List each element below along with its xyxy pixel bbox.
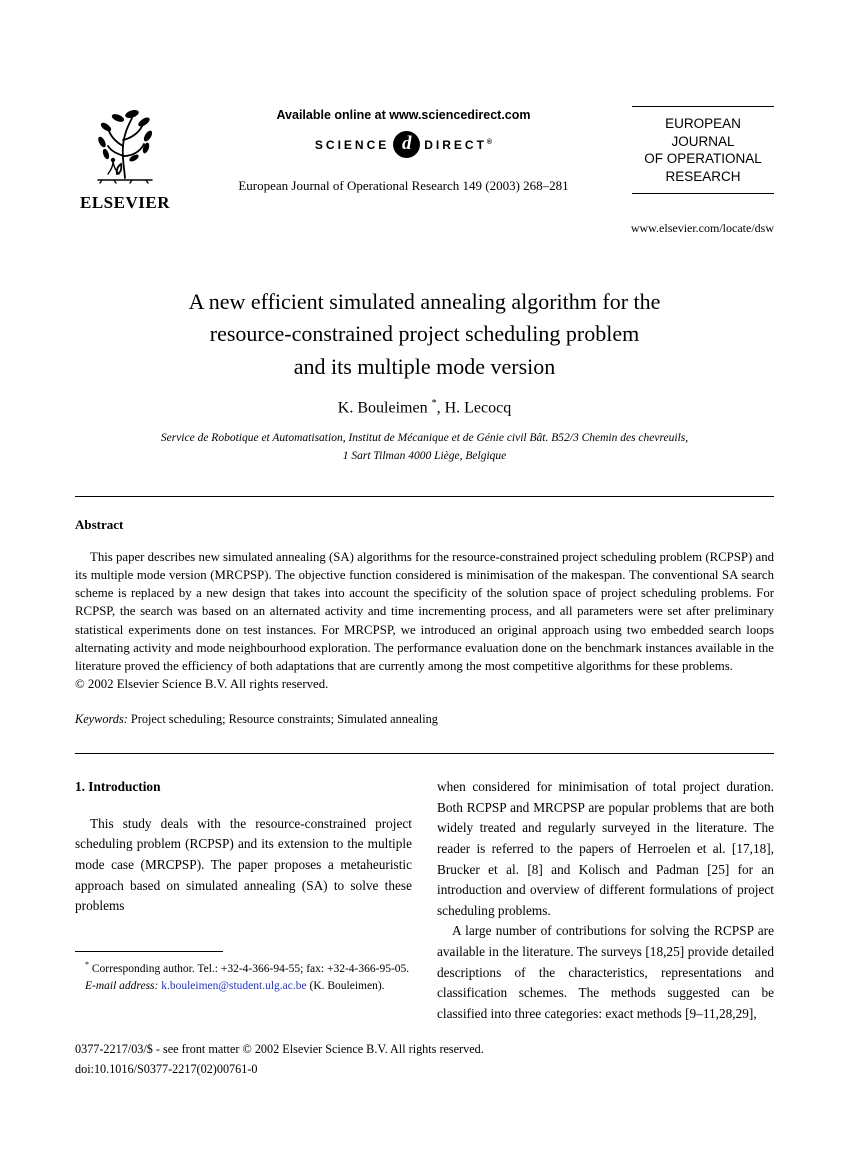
affiliation-line: Service de Robotique et Automatisation, Institut de Mécanique et de Génie civil Bât. B52/3 Chemin des chevreuils, bbox=[160, 432, 689, 445]
elsevier-tree-icon bbox=[88, 100, 162, 186]
elsevier-logo-block bbox=[75, 100, 175, 213]
paper-title bbox=[75, 286, 774, 383]
affiliation-line: 1 Sart Tilman 4000 Liège, Belgique bbox=[342, 450, 507, 463]
sciencedirect-direct-label: DIRECT bbox=[424, 137, 487, 152]
body-columns bbox=[75, 777, 774, 1024]
sciencedirect-logo bbox=[175, 131, 632, 158]
abstract-heading: Abstract bbox=[75, 516, 124, 532]
author-name: K. Bouleimen bbox=[337, 399, 428, 417]
header-right bbox=[632, 100, 774, 194]
available-online-text: Available online at www.sciencedirect.com bbox=[276, 108, 531, 122]
journal-homepage-url: www.elsevier.com/locate/dsw bbox=[630, 221, 774, 235]
elsevier-wordmark: ELSEVIER bbox=[80, 193, 170, 212]
left-column bbox=[75, 777, 412, 1024]
abstract-text: This paper describes new simulated annealing (SA) algorithms for the resource-constrained project scheduling problem (RCPSP) and its multiple mode version (MRCPSP). The objective function considered is minimisation of the makespan. The conventional SA search scheme is replaced by a new design that takes into account the specificity of the solution space of project scheduling problems. For RCPSP, the search was based on an alternated activity and time incrementing process, and all parameters were set after preliminary statistical experiments done on test instances. For MRCPSP, we introduced an original approach using two embedded search loops alternating activity and mode neighbourhood exploration. The performance evaluation done on the benchmark instances available in the literature proved the efficiency of both adaptations that are currently among the most competitive algorithms for these problems. bbox=[75, 549, 774, 673]
issn-copyright-line: 0377-2217/03/$ - see front matter © 2002 Elsevier Science B.V. All rights reserved. bbox=[75, 1041, 484, 1056]
section-divider bbox=[75, 496, 774, 497]
header-center bbox=[175, 100, 632, 194]
keywords-text: Project scheduling; Resource constraints; Simulated annealing bbox=[130, 712, 438, 727]
journal-name-box bbox=[632, 106, 774, 194]
paper-title-line: and its multiple mode version bbox=[293, 353, 556, 379]
sciencedirect-science-text: SCIENCE bbox=[314, 137, 390, 152]
journal-box-line: EUROPEAN bbox=[665, 116, 741, 131]
registered-mark-icon: ® bbox=[486, 138, 493, 146]
journal-citation: European Journal of Operational Research 149 (2003) 268–281 bbox=[238, 178, 569, 193]
journal-box-line: OF OPERATIONAL bbox=[644, 151, 762, 167]
doi-line: doi:10.1016/S0377-2217(02)00761-0 bbox=[75, 1061, 258, 1076]
sciencedirect-direct-text bbox=[424, 138, 492, 152]
introduction-paragraph: when considered for minimisation of total project duration. Both RCPSP and MRCPSP are popular problems that are both widely treated and regularly surveyed in the literature. The reader is referred to the papers of Herroelen et al. [17,18], Brucker et al. [8] and Kolisch and Padman [25] for an introduction and overview of different formulations of project scheduling problems. bbox=[437, 779, 774, 918]
author-line bbox=[75, 398, 774, 417]
introduction-paragraph: This study deals with the resource-constrained project scheduling problem (RCPSP) and its extension to the multiple mode case (MRCPSP). The paper proposes a metaheuristic approach based on simulated annealing (SA) to solve these problems bbox=[75, 815, 412, 914]
right-column bbox=[437, 777, 774, 1024]
corresponding-author-asterisk: * bbox=[431, 397, 437, 409]
email-label: E-mail address: bbox=[85, 979, 159, 992]
paper-title-line: resource-constrained project scheduling problem bbox=[209, 321, 640, 347]
section-divider bbox=[75, 753, 774, 754]
abstract-copyright: © 2002 Elsevier Science B.V. All rights reserved. bbox=[75, 677, 329, 692]
paper-title-line: A new efficient simulated annealing algorithm for the bbox=[188, 289, 661, 314]
affiliation bbox=[75, 430, 774, 466]
email-link[interactable]: k.bouleimen@student.ulg.ac.be bbox=[161, 979, 307, 992]
author-name: , H. Lecocq bbox=[436, 399, 512, 417]
keywords-line bbox=[75, 712, 774, 727]
imprint-footer bbox=[75, 1039, 774, 1079]
footnote-separator bbox=[75, 951, 223, 952]
introduction-heading: 1. Introduction bbox=[75, 779, 161, 795]
journal-header bbox=[75, 100, 774, 213]
journal-box-line: JOURNAL bbox=[671, 133, 735, 149]
corresponding-author-note bbox=[75, 959, 412, 978]
footnote-asterisk: * bbox=[85, 959, 89, 969]
email-suffix: (K. Bouleimen). bbox=[309, 979, 385, 992]
keywords-label: Keywords: bbox=[75, 712, 128, 727]
footnote-block bbox=[75, 951, 412, 995]
introduction-paragraph: A large number of contributions for solving the RCPSP are available in the literature. The surveys [18,25] provide detailed descriptions of the characteristics, representations and classification schemes. The methods suggested can be classified into three categories: exact methods [9–11,28,29], bbox=[437, 923, 774, 1021]
sciencedirect-d-icon: d bbox=[393, 131, 420, 158]
journal-box-line: RESEARCH bbox=[665, 168, 741, 184]
corresponding-author-text: Corresponding author. Tel.: +32-4-366-94-55; fax: +32-4-366-95-05. bbox=[91, 962, 410, 975]
email-note bbox=[75, 978, 412, 995]
